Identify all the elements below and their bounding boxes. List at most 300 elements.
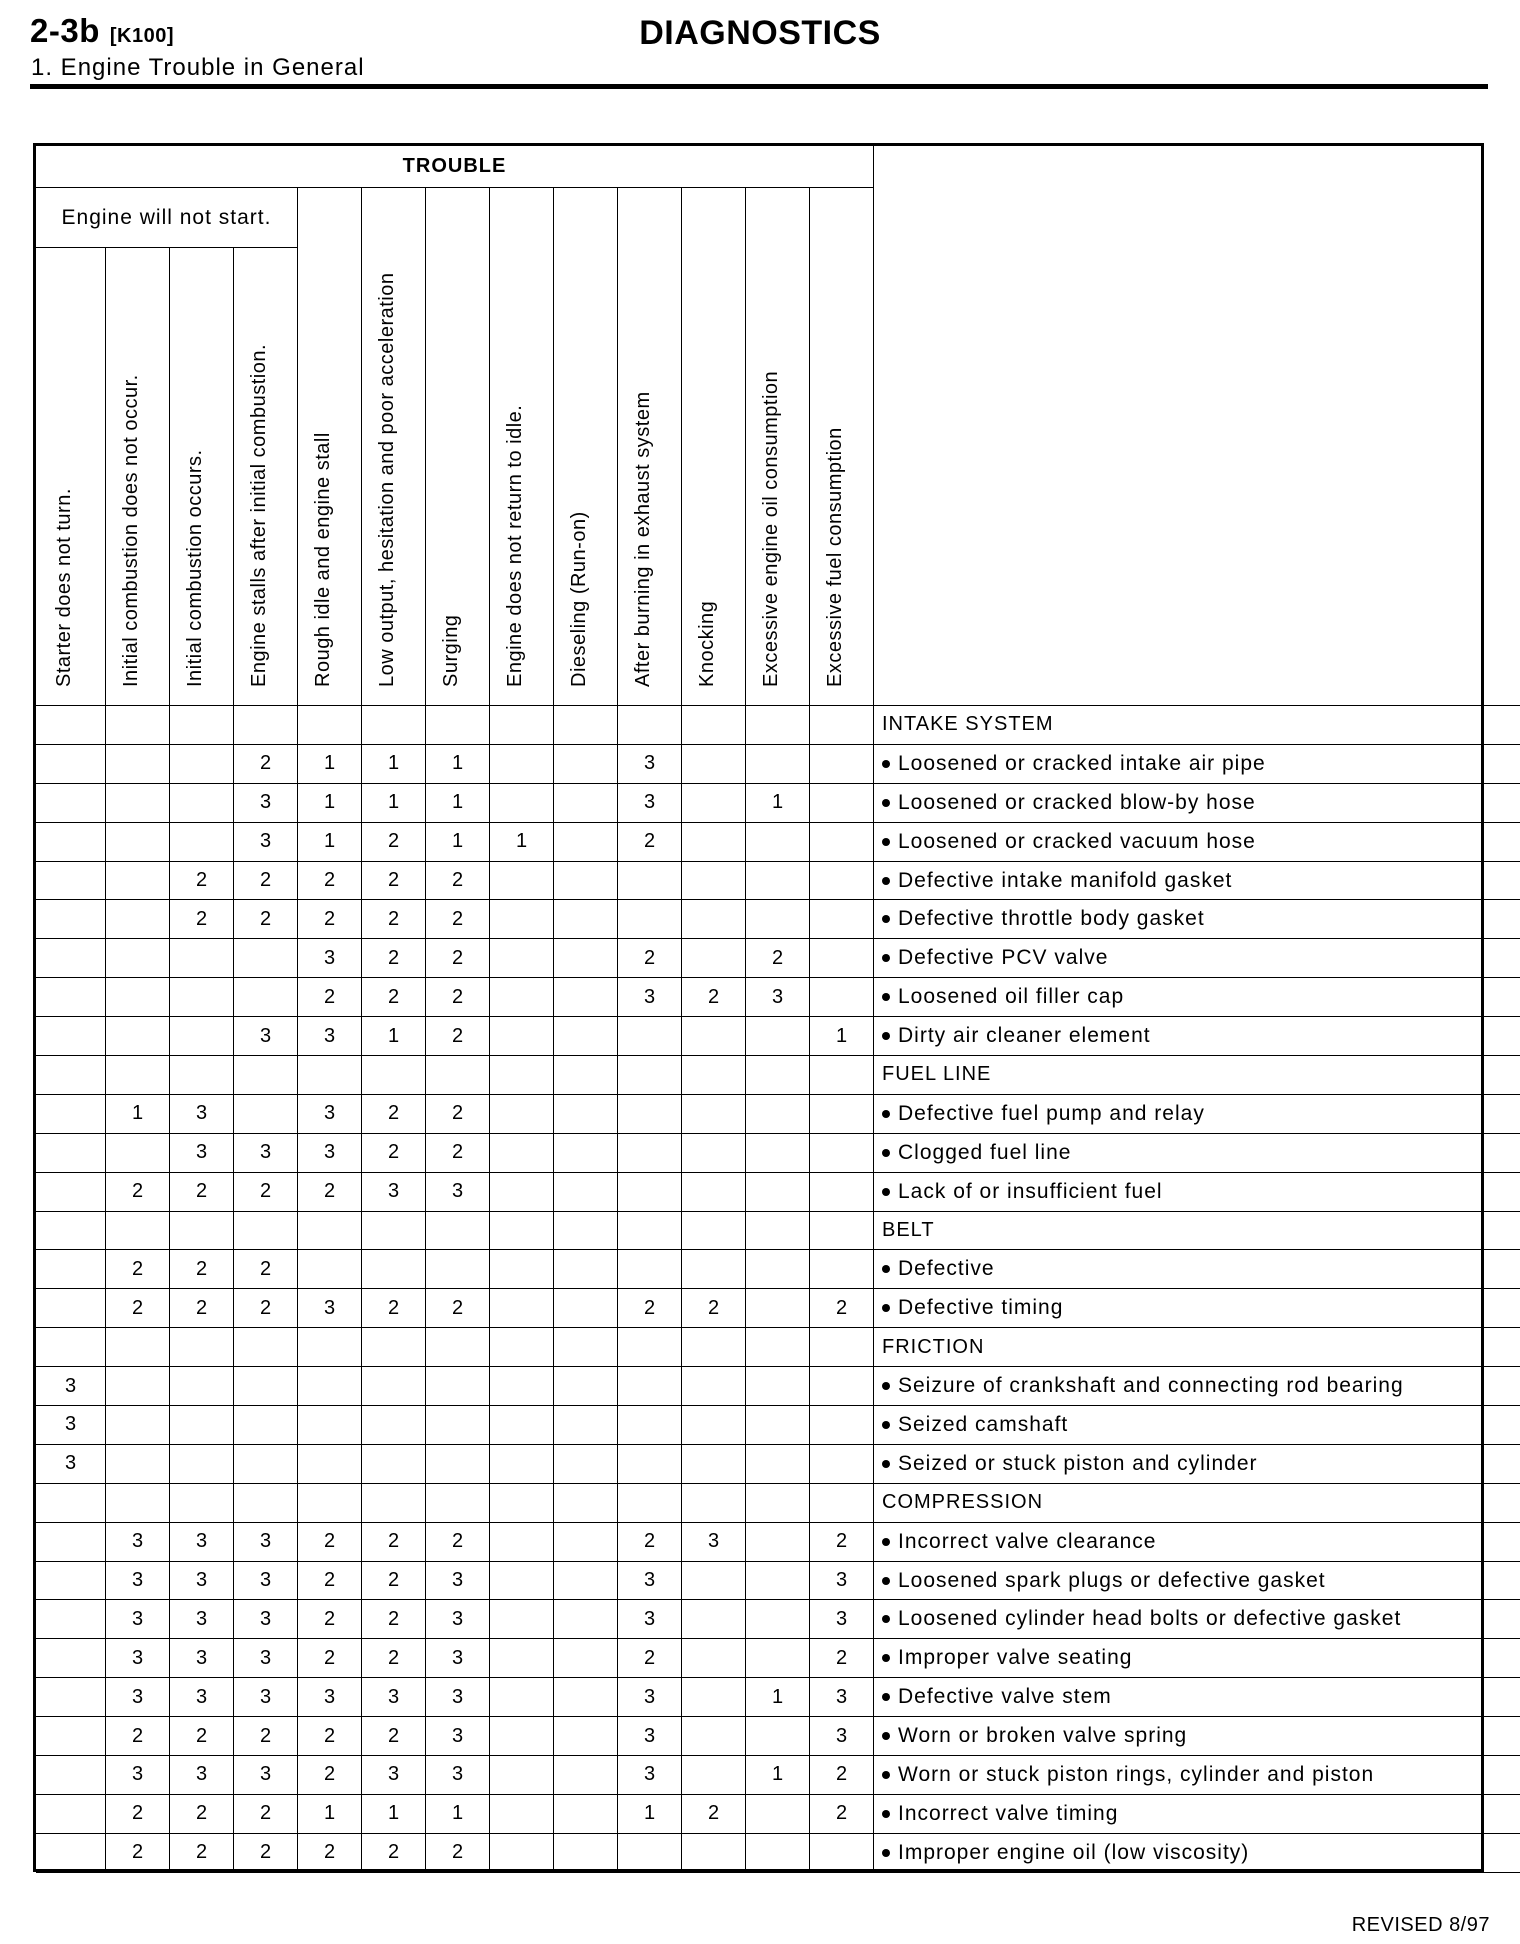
rating-cell <box>554 862 618 901</box>
rating-cell <box>106 1017 170 1056</box>
rating-cell: 2 <box>298 1756 362 1795</box>
rating-cell: 1 <box>746 784 810 823</box>
rating-cell <box>490 1134 554 1173</box>
column-header <box>746 188 810 706</box>
rating-cell <box>234 706 298 745</box>
rating-cell: 3 <box>106 1678 170 1717</box>
cause-item <box>874 1756 1520 1795</box>
rating-cell <box>170 823 234 862</box>
rating-cell <box>746 1406 810 1445</box>
rating-cell <box>106 1056 170 1095</box>
rating-cell: 2 <box>682 1289 746 1328</box>
rating-cell <box>746 1250 810 1289</box>
rating-cell <box>682 1212 746 1251</box>
rating-cell <box>298 1445 362 1484</box>
rating-cell: 1 <box>298 745 362 784</box>
rating-cell <box>298 1056 362 1095</box>
rating-cell <box>490 1017 554 1056</box>
rating-cell <box>170 1017 234 1056</box>
rating-cell: 3 <box>618 1600 682 1639</box>
rating-cell <box>490 1600 554 1639</box>
rating-cell: 1 <box>618 1795 682 1834</box>
cause-label: Loosened oil filler cap <box>898 985 1125 1009</box>
rating-cell: 3 <box>298 1289 362 1328</box>
rating-cell: 3 <box>170 1678 234 1717</box>
rating-cell <box>746 1484 810 1523</box>
rating-cell <box>554 1717 618 1756</box>
rating-cell <box>36 1095 106 1134</box>
rating-cell: 2 <box>298 1173 362 1212</box>
rating-cell <box>36 1484 106 1523</box>
column-header-label: Low output, hesitation and poor acceleration <box>375 272 398 687</box>
rating-cell: 2 <box>362 1562 426 1601</box>
column-header-label: Rough idle and engine stall <box>311 432 334 687</box>
rating-cell <box>426 706 490 745</box>
rating-cell: 2 <box>362 939 426 978</box>
rating-cell: 2 <box>426 1134 490 1173</box>
rating-cell <box>362 706 426 745</box>
rating-cell <box>36 862 106 901</box>
cause-item <box>874 1017 1520 1056</box>
rating-cell: 3 <box>298 1017 362 1056</box>
rating-cell <box>554 939 618 978</box>
rating-cell <box>36 823 106 862</box>
rating-cell <box>490 1717 554 1756</box>
cause-item <box>874 1600 1520 1639</box>
rating-cell <box>490 1173 554 1212</box>
rating-cell <box>106 1367 170 1406</box>
rating-cell <box>490 1484 554 1523</box>
rating-cell <box>682 1600 746 1639</box>
column-header-label: Dieseling (Run-on) <box>567 511 590 687</box>
cause-label: Incorrect valve timing <box>898 1801 1119 1825</box>
rating-cell: 3 <box>36 1406 106 1445</box>
rating-cell <box>490 939 554 978</box>
rating-cell: 3 <box>426 1756 490 1795</box>
bullet-icon <box>882 1421 890 1429</box>
rating-cell: 2 <box>234 1834 298 1873</box>
rating-cell <box>618 1445 682 1484</box>
rating-cell: 2 <box>298 900 362 939</box>
cause-item <box>874 1795 1520 1834</box>
cause-item <box>874 1134 1520 1173</box>
rating-cell <box>234 1445 298 1484</box>
rating-cell: 2 <box>298 1834 362 1873</box>
rating-cell <box>810 1445 874 1484</box>
rating-cell <box>618 1406 682 1445</box>
rating-cell <box>490 1795 554 1834</box>
rating-cell: 2 <box>426 862 490 901</box>
rating-cell <box>746 1173 810 1212</box>
rating-cell <box>170 1445 234 1484</box>
rating-cell: 3 <box>234 1678 298 1717</box>
rating-cell <box>810 1406 874 1445</box>
rating-cell: 2 <box>810 1639 874 1678</box>
rating-cell <box>490 1406 554 1445</box>
rating-cell <box>682 823 746 862</box>
bullet-icon <box>882 1032 890 1040</box>
rating-cell: 1 <box>490 823 554 862</box>
rating-cell: 1 <box>810 1017 874 1056</box>
rating-cell: 2 <box>426 1523 490 1562</box>
rating-cell <box>746 1328 810 1367</box>
rating-cell: 1 <box>362 1795 426 1834</box>
rating-cell <box>298 1367 362 1406</box>
rating-cell <box>36 1562 106 1601</box>
rating-cell <box>746 823 810 862</box>
rating-cell <box>682 1328 746 1367</box>
rating-cell: 1 <box>362 784 426 823</box>
bullet-icon <box>882 1149 890 1157</box>
rating-cell: 3 <box>618 1678 682 1717</box>
rating-cell <box>810 745 874 784</box>
rating-cell: 2 <box>234 1173 298 1212</box>
rating-cell: 2 <box>618 1523 682 1562</box>
rating-cell <box>618 1834 682 1873</box>
rating-cell <box>234 1367 298 1406</box>
cause-label: Improper engine oil (low viscosity) <box>898 1840 1250 1864</box>
rating-cell <box>362 1406 426 1445</box>
rating-cell <box>746 1639 810 1678</box>
cause-label: Defective valve stem <box>898 1685 1112 1709</box>
rating-cell <box>810 823 874 862</box>
rating-cell <box>170 1406 234 1445</box>
cause-label: Dirty air cleaner element <box>898 1024 1151 1048</box>
rating-cell <box>490 1367 554 1406</box>
rating-cell: 3 <box>106 1523 170 1562</box>
rating-cell <box>490 745 554 784</box>
rating-cell <box>682 1678 746 1717</box>
cause-item <box>874 1717 1520 1756</box>
rating-cell <box>490 978 554 1017</box>
rating-cell <box>618 1250 682 1289</box>
rating-cell: 2 <box>170 1289 234 1328</box>
rating-cell: 3 <box>106 1600 170 1639</box>
rating-cell <box>554 1756 618 1795</box>
rating-cell <box>490 900 554 939</box>
bullet-icon <box>882 1732 890 1740</box>
rating-cell <box>554 1406 618 1445</box>
engine-not-start-header: Engine will not start. <box>36 188 298 248</box>
rating-cell <box>36 1250 106 1289</box>
page-subtitle: 1. Engine Trouble in General <box>31 54 365 81</box>
rating-cell: 2 <box>106 1250 170 1289</box>
rating-cell <box>362 1212 426 1251</box>
cause-label: Loosened or cracked blow-by hose <box>898 790 1256 814</box>
rating-cell <box>298 1328 362 1367</box>
rating-cell: 1 <box>426 823 490 862</box>
rating-cell <box>682 745 746 784</box>
rating-cell: 2 <box>618 823 682 862</box>
rating-cell <box>746 1795 810 1834</box>
cause-label: Lack of or insufficient fuel <box>898 1179 1163 1203</box>
column-header <box>298 188 362 706</box>
rating-cell: 2 <box>618 939 682 978</box>
rating-cell <box>810 784 874 823</box>
rating-cell: 1 <box>746 1756 810 1795</box>
cause-label: Seizure of crankshaft and connecting rod bearing <box>898 1374 1404 1398</box>
rating-cell <box>554 1562 618 1601</box>
column-header <box>106 248 170 706</box>
diagnostics-table <box>33 143 1484 1872</box>
rating-cell <box>682 1367 746 1406</box>
bullet-icon <box>882 838 890 846</box>
column-header-label: Initial combustion occurs. <box>183 449 206 687</box>
rating-cell <box>362 1367 426 1406</box>
rating-cell <box>36 1017 106 1056</box>
bullet-icon <box>882 1304 890 1312</box>
bullet-icon <box>882 1771 890 1779</box>
rating-cell <box>106 939 170 978</box>
rating-cell: 3 <box>298 1678 362 1717</box>
rating-cell <box>36 1523 106 1562</box>
rating-cell <box>554 706 618 745</box>
rating-cell: 2 <box>106 1717 170 1756</box>
rating-cell <box>682 1406 746 1445</box>
rating-cell: 2 <box>106 1834 170 1873</box>
rating-cell <box>746 1056 810 1095</box>
cause-item <box>874 900 1520 939</box>
rating-cell <box>170 978 234 1017</box>
rating-cell <box>36 1678 106 1717</box>
rating-cell <box>106 1406 170 1445</box>
bullet-icon <box>882 1188 890 1196</box>
rating-cell <box>490 1523 554 1562</box>
rating-cell <box>682 1017 746 1056</box>
rating-cell <box>746 900 810 939</box>
rating-cell: 1 <box>298 784 362 823</box>
rating-cell <box>746 1834 810 1873</box>
cause-item <box>874 823 1520 862</box>
column-header <box>810 188 874 706</box>
rating-cell: 2 <box>426 1095 490 1134</box>
rating-cell <box>106 1212 170 1251</box>
rating-cell <box>106 1445 170 1484</box>
rating-cell: 3 <box>682 1523 746 1562</box>
rating-cell: 2 <box>170 862 234 901</box>
rating-cell <box>36 900 106 939</box>
column-header-label: Knocking <box>695 600 718 687</box>
rating-cell: 3 <box>36 1367 106 1406</box>
rating-cell: 3 <box>746 978 810 1017</box>
rating-cell <box>36 1173 106 1212</box>
rating-cell: 2 <box>810 1523 874 1562</box>
column-header-label: Surging <box>439 614 462 687</box>
rating-cell <box>746 1717 810 1756</box>
rating-cell: 3 <box>170 1134 234 1173</box>
rating-cell <box>746 1289 810 1328</box>
rating-cell <box>298 1250 362 1289</box>
rating-cell <box>490 1212 554 1251</box>
rating-cell <box>554 900 618 939</box>
rating-cell: 3 <box>362 1173 426 1212</box>
bullet-icon <box>882 993 890 1001</box>
rating-cell: 3 <box>234 823 298 862</box>
header-rule <box>30 84 1488 89</box>
rating-cell <box>682 1484 746 1523</box>
rating-cell: 3 <box>234 1639 298 1678</box>
bullet-icon <box>882 799 890 807</box>
column-header <box>36 248 106 706</box>
rating-cell: 2 <box>362 1639 426 1678</box>
rating-cell: 2 <box>618 1289 682 1328</box>
rating-cell <box>810 1095 874 1134</box>
rating-cell: 3 <box>810 1717 874 1756</box>
rating-cell <box>810 706 874 745</box>
cause-item <box>874 1523 1520 1562</box>
section-heading <box>874 1212 1520 1251</box>
rating-cell: 1 <box>362 1017 426 1056</box>
section-code-text: 2-3b <box>30 12 100 49</box>
column-header <box>682 188 746 706</box>
rating-cell <box>554 1250 618 1289</box>
cause-label: Seized camshaft <box>898 1412 1069 1436</box>
rating-cell <box>554 1484 618 1523</box>
rating-cell <box>170 745 234 784</box>
rating-cell: 3 <box>618 1562 682 1601</box>
column-header-label: After burning in exhaust system <box>631 391 654 687</box>
rating-cell <box>554 823 618 862</box>
rating-cell: 2 <box>106 1795 170 1834</box>
rating-cell <box>618 1328 682 1367</box>
column-header-label: Engine stalls after initial combustion. <box>247 344 270 687</box>
section-heading <box>874 1056 1520 1095</box>
rating-cell <box>36 1289 106 1328</box>
rating-cell: 2 <box>618 1639 682 1678</box>
rating-cell: 2 <box>298 1717 362 1756</box>
rating-cell <box>554 1173 618 1212</box>
rating-cell: 2 <box>362 1600 426 1639</box>
rating-cell <box>682 1056 746 1095</box>
rating-cell: 2 <box>810 1756 874 1795</box>
rating-cell: 1 <box>362 745 426 784</box>
rating-cell <box>682 1173 746 1212</box>
cause-item <box>874 1289 1520 1328</box>
rating-cell: 3 <box>618 745 682 784</box>
rating-cell <box>362 1250 426 1289</box>
rating-cell <box>234 1484 298 1523</box>
rating-cell: 3 <box>170 1639 234 1678</box>
column-header-label: Engine does not return to idle. <box>503 404 526 687</box>
rating-cell <box>746 1600 810 1639</box>
rating-cell <box>810 1328 874 1367</box>
rating-cell <box>682 1445 746 1484</box>
column-header-label: Starter does not turn. <box>52 488 75 687</box>
rating-cell <box>810 900 874 939</box>
rating-cell: 2 <box>426 939 490 978</box>
cause-item <box>874 1834 1520 1873</box>
cause-label: Incorrect valve clearance <box>898 1529 1157 1553</box>
bullet-icon <box>882 1693 890 1701</box>
rating-cell <box>554 1523 618 1562</box>
cause-label: Worn or stuck piston rings, cylinder and piston <box>898 1762 1375 1786</box>
rating-cell <box>618 862 682 901</box>
rating-cell <box>36 1328 106 1367</box>
cause-label: Improper valve seating <box>898 1646 1133 1670</box>
bullet-icon <box>882 1810 890 1818</box>
bullet-icon <box>882 1265 890 1273</box>
rating-cell <box>618 1173 682 1212</box>
rating-cell: 2 <box>234 900 298 939</box>
rating-cell <box>810 1250 874 1289</box>
rating-cell <box>810 1173 874 1212</box>
rating-cell <box>36 1600 106 1639</box>
cause-item <box>874 784 1520 823</box>
rating-cell <box>810 939 874 978</box>
rating-cell: 2 <box>682 1795 746 1834</box>
rating-cell <box>682 1834 746 1873</box>
rating-cell <box>298 706 362 745</box>
rating-cell: 2 <box>170 900 234 939</box>
column-header <box>618 188 682 706</box>
rating-cell <box>490 1834 554 1873</box>
cause-label: COMPRESSION <box>882 1491 1044 1514</box>
cause-label: Defective fuel pump and relay <box>898 1101 1205 1125</box>
rating-cell <box>490 1095 554 1134</box>
section-heading <box>874 1328 1520 1367</box>
rating-cell <box>298 1406 362 1445</box>
rating-cell: 2 <box>298 1562 362 1601</box>
rating-cell: 3 <box>298 1095 362 1134</box>
rating-cell <box>682 900 746 939</box>
rating-cell <box>554 1834 618 1873</box>
rating-cell <box>170 1056 234 1095</box>
rating-cell: 3 <box>298 939 362 978</box>
rating-cell <box>554 978 618 1017</box>
cause-label: BELT <box>882 1219 935 1242</box>
cause-item <box>874 978 1520 1017</box>
rating-cell: 2 <box>170 1834 234 1873</box>
rating-cell <box>298 1484 362 1523</box>
rating-cell: 2 <box>234 745 298 784</box>
rating-cell: 3 <box>170 1600 234 1639</box>
rating-cell <box>746 1445 810 1484</box>
page-title: DIAGNOSTICS <box>639 14 881 52</box>
rating-cell <box>36 1756 106 1795</box>
rating-cell: 2 <box>106 1289 170 1328</box>
cause-label: Loosened or cracked intake air pipe <box>898 751 1266 775</box>
rating-cell <box>36 745 106 784</box>
rating-cell: 3 <box>234 1017 298 1056</box>
rating-cell <box>810 1134 874 1173</box>
rating-cell <box>36 978 106 1017</box>
cause-item <box>874 745 1520 784</box>
rating-cell <box>234 939 298 978</box>
rating-cell: 2 <box>362 1834 426 1873</box>
rating-cell <box>618 900 682 939</box>
rating-cell <box>170 1212 234 1251</box>
section-heading <box>874 706 1520 745</box>
rating-cell <box>682 1134 746 1173</box>
rating-cell: 2 <box>362 1095 426 1134</box>
model-code: [K100] <box>109 25 174 47</box>
rating-cell <box>554 1134 618 1173</box>
rating-cell: 3 <box>106 1562 170 1601</box>
rating-cell: 2 <box>170 1173 234 1212</box>
rating-cell <box>234 1212 298 1251</box>
rating-cell <box>490 1250 554 1289</box>
cause-item <box>874 1406 1520 1445</box>
rating-cell: 3 <box>618 1717 682 1756</box>
rating-cell <box>106 1328 170 1367</box>
rating-cell <box>618 1367 682 1406</box>
rating-cell <box>746 1523 810 1562</box>
rating-cell: 2 <box>234 1250 298 1289</box>
rating-cell <box>618 1212 682 1251</box>
rating-cell <box>106 862 170 901</box>
bullet-icon <box>882 1538 890 1546</box>
rating-cell <box>554 1095 618 1134</box>
